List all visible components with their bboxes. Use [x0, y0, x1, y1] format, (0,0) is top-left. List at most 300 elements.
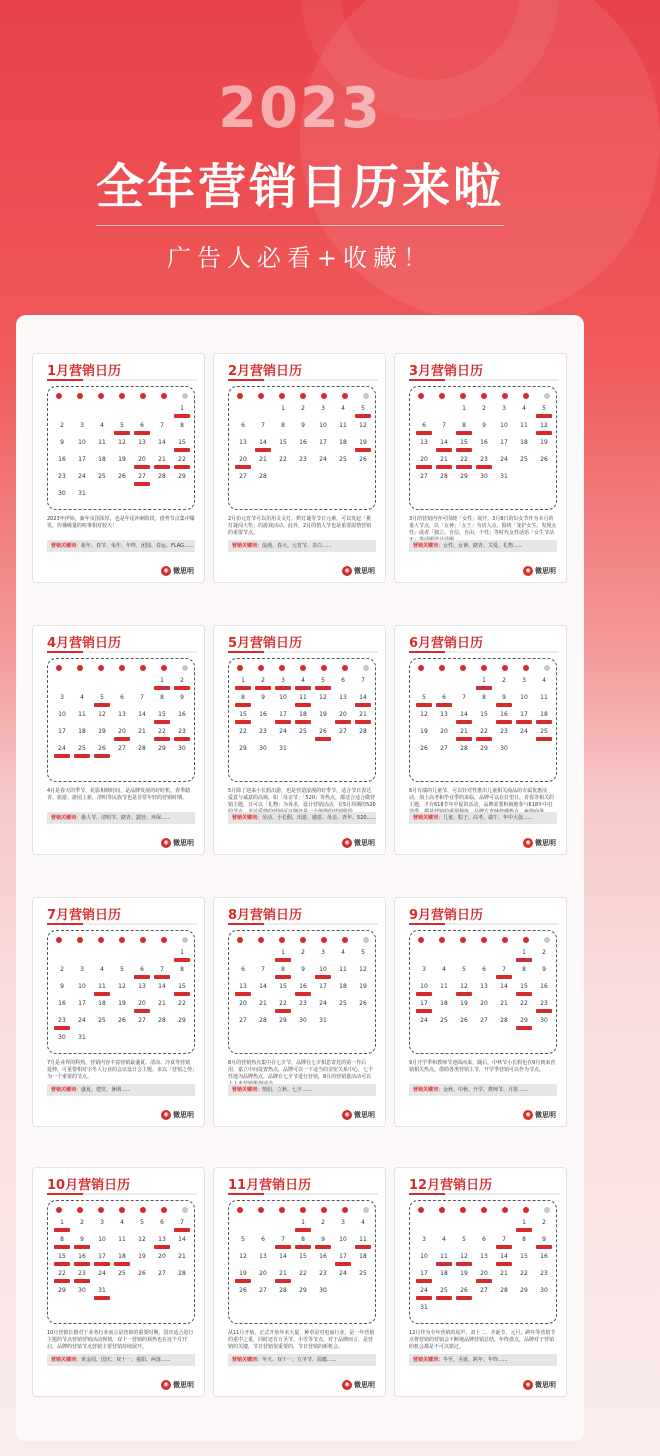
empty-day-cell — [233, 403, 253, 420]
weekday-dots — [237, 393, 369, 399]
day-cell — [313, 726, 333, 743]
day-number: 13 — [480, 983, 488, 990]
month-description: 9月开学季和教师节迎面而来，随后，中秋节小长假也在9月到来营销相关热点，借助各类营销主节，开学季营销可以作为节点。 — [409, 1060, 556, 1073]
day-number: 29 — [299, 1287, 307, 1294]
day-cell — [233, 437, 253, 454]
weekday-dot-icon — [481, 937, 487, 943]
weekday-dot-icon — [544, 393, 550, 399]
day-number: 12 — [359, 966, 367, 973]
day-number: 16 — [299, 439, 307, 446]
day-cell — [353, 709, 373, 726]
day-number: 13 — [420, 439, 428, 446]
day-number: 23 — [78, 1270, 86, 1277]
day-cell — [494, 743, 514, 760]
day-number: 15 — [58, 1253, 66, 1260]
keywords-bar — [47, 1084, 195, 1096]
day-cell — [112, 420, 132, 437]
day-number: 22 — [279, 1000, 287, 1007]
day-number: 19 — [540, 439, 548, 446]
day-number: 20 — [239, 1000, 247, 1007]
day-number: 9 — [60, 983, 64, 990]
day-number: 4 — [80, 694, 84, 701]
day-cell — [152, 675, 172, 692]
day-cell — [293, 1268, 313, 1285]
event-tag — [456, 448, 472, 452]
day-number: 14 — [359, 694, 367, 701]
day-number: 13 — [239, 439, 247, 446]
day-number: 28 — [138, 745, 146, 752]
day-cell — [92, 471, 112, 488]
keywords-value: 黄金周、国庆、双十一、重阳、两落...... — [81, 1357, 171, 1363]
brand-mark-icon: ◉ — [523, 1110, 533, 1120]
day-number: 16 — [178, 711, 186, 718]
day-cell — [72, 1285, 92, 1302]
day-cell — [353, 692, 373, 709]
day-number: 8 — [462, 422, 466, 429]
day-cell — [534, 437, 554, 454]
title-underline — [409, 923, 559, 925]
day-number: 5 — [361, 949, 365, 956]
weekday-dot-icon — [418, 393, 424, 399]
empty-day-cell — [434, 403, 454, 420]
weekday-dot-icon — [460, 1207, 466, 1213]
day-cell — [494, 998, 514, 1015]
day-cell — [434, 1015, 454, 1032]
empty-day-cell — [253, 403, 273, 420]
day-cell — [233, 1251, 253, 1268]
day-number: 25 — [440, 1287, 448, 1294]
day-number: 20 — [138, 456, 146, 463]
event-tag — [496, 720, 512, 724]
brand-mark-icon: ◉ — [342, 838, 352, 848]
weekday-dot-icon — [439, 393, 445, 399]
weekday-dot-icon — [56, 937, 62, 943]
day-cell — [514, 998, 534, 1015]
weekday-dot-icon — [342, 393, 348, 399]
day-number: 12 — [359, 422, 367, 429]
brand-mark-icon: ◉ — [161, 1380, 171, 1390]
day-cell — [233, 998, 253, 1015]
day-number: 18 — [440, 1270, 448, 1277]
day-cell — [172, 471, 192, 488]
day-cell — [534, 947, 554, 964]
month-title: 1月营销日历 — [47, 364, 122, 379]
weekday-dot-icon — [98, 937, 104, 943]
keywords-bar — [228, 540, 376, 552]
keywords-label: 营销关键词： — [51, 1087, 82, 1093]
day-number: 24 — [420, 1017, 428, 1024]
event-tag — [416, 703, 432, 707]
day-number: 24 — [98, 1270, 106, 1277]
day-number: 2 — [542, 1219, 546, 1226]
day-number: 27 — [239, 473, 247, 480]
brand-name: 微思明 — [535, 839, 556, 847]
day-cell — [92, 1285, 112, 1302]
event-tag — [94, 754, 110, 758]
brand-name: 微思明 — [535, 567, 556, 575]
day-number: 2 — [321, 1219, 325, 1226]
day-cell — [474, 1268, 494, 1285]
day-number: 16 — [58, 456, 66, 463]
day-cell — [514, 1234, 534, 1251]
day-cell — [514, 964, 534, 981]
day-cell — [253, 1251, 273, 1268]
day-number: 21 — [460, 728, 468, 735]
day-number: 3 — [522, 677, 526, 684]
event-tag — [295, 720, 311, 724]
day-number: 18 — [440, 1000, 448, 1007]
event-tag — [355, 414, 371, 418]
day-number: 14 — [158, 439, 166, 446]
day-number: 10 — [420, 1253, 428, 1260]
day-number: 21 — [158, 1000, 166, 1007]
day-cell — [112, 471, 132, 488]
keywords-label: 营销关键词： — [51, 543, 82, 549]
day-number: 11 — [98, 439, 106, 446]
day-number: 29 — [520, 1017, 528, 1024]
day-number: 7 — [462, 694, 466, 701]
day-number: 18 — [299, 711, 307, 718]
day-cell — [72, 726, 92, 743]
day-number: 29 — [178, 1017, 186, 1024]
day-number: 12 — [540, 422, 548, 429]
keywords-bar — [47, 1354, 195, 1366]
day-number: 16 — [540, 1253, 548, 1260]
day-cell — [434, 692, 454, 709]
day-number: 14 — [500, 1253, 508, 1260]
day-cell — [494, 454, 514, 471]
empty-day-cell — [112, 403, 132, 420]
brand-name: 微思明 — [535, 1111, 556, 1119]
day-cell — [474, 743, 494, 760]
day-number: 21 — [138, 728, 146, 735]
weekday-dots — [418, 1207, 550, 1213]
day-number: 20 — [239, 456, 247, 463]
day-cell — [333, 726, 353, 743]
event-tag — [174, 465, 190, 469]
day-cell — [474, 1285, 494, 1302]
day-cell — [52, 998, 72, 1015]
empty-day-cell — [253, 947, 273, 964]
day-number: 31 — [279, 745, 287, 752]
day-cell — [273, 726, 293, 743]
day-grid — [233, 675, 373, 779]
day-cell — [454, 1015, 474, 1032]
day-number: 10 — [520, 694, 528, 701]
day-cell — [333, 437, 353, 454]
day-number: 21 — [359, 711, 367, 718]
day-number: 20 — [480, 1270, 488, 1277]
weekday-dots — [237, 1207, 369, 1213]
weekday-dot-icon — [502, 937, 508, 943]
day-cell — [172, 692, 192, 709]
day-cell — [514, 1285, 534, 1302]
weekday-dot-icon — [460, 937, 466, 943]
day-cell — [293, 1234, 313, 1251]
day-cell — [454, 403, 474, 420]
day-cell — [514, 1015, 534, 1032]
day-number: 20 — [118, 728, 126, 735]
day-number: 9 — [542, 1236, 546, 1243]
day-number: 15 — [460, 439, 468, 446]
year-heading: 2023 — [218, 76, 382, 141]
event-tag — [54, 1026, 70, 1030]
day-cell — [52, 1234, 72, 1251]
day-number: 23 — [540, 1270, 548, 1277]
day-cell — [474, 709, 494, 726]
day-number: 27 — [480, 1287, 488, 1294]
weekday-dot-icon — [279, 1207, 285, 1213]
day-number: 18 — [118, 1253, 126, 1260]
day-number: 11 — [540, 694, 548, 701]
day-cell — [92, 981, 112, 998]
calendar-grid — [228, 658, 376, 782]
empty-day-cell — [494, 1217, 514, 1234]
day-number: 17 — [98, 1253, 106, 1260]
day-number: 29 — [279, 1017, 287, 1024]
day-cell — [152, 981, 172, 998]
weekday-dot-icon — [460, 393, 466, 399]
day-cell — [534, 998, 554, 1015]
day-cell — [534, 1217, 554, 1234]
event-tag — [134, 975, 150, 979]
day-number: 15 — [239, 711, 247, 718]
brand-name: 微思明 — [354, 839, 375, 847]
day-number: 5 — [462, 966, 466, 973]
day-cell — [313, 1015, 333, 1032]
day-number: 1 — [522, 1219, 526, 1226]
event-tag — [295, 992, 311, 996]
day-cell — [253, 420, 273, 437]
day-number: 20 — [440, 728, 448, 735]
day-cell — [474, 964, 494, 981]
day-cell — [514, 981, 534, 998]
day-number: 14 — [500, 983, 508, 990]
day-grid — [233, 947, 373, 1051]
day-cell — [474, 420, 494, 437]
empty-day-cell — [52, 403, 72, 420]
weekday-dot-icon — [460, 665, 466, 671]
day-cell — [253, 709, 273, 726]
day-number: 21 — [259, 456, 267, 463]
day-number: 22 — [178, 456, 186, 463]
day-number: 5 — [120, 966, 124, 973]
day-cell — [52, 471, 72, 488]
day-number: 18 — [78, 728, 86, 735]
event-tag — [94, 1262, 110, 1266]
keywords-bar — [228, 1354, 376, 1366]
day-number: 14 — [279, 1253, 287, 1260]
day-cell — [152, 1234, 172, 1251]
event-tag — [174, 992, 190, 996]
day-cell — [514, 692, 534, 709]
day-number: 9 — [542, 966, 546, 973]
day-number: 13 — [440, 711, 448, 718]
day-cell — [454, 420, 474, 437]
day-number: 4 — [301, 677, 305, 684]
day-cell — [132, 726, 152, 743]
event-tag — [74, 1279, 90, 1283]
day-number: 21 — [158, 456, 166, 463]
day-cell — [152, 1251, 172, 1268]
brand-mark-icon: ◉ — [523, 1380, 533, 1390]
event-tag — [235, 686, 251, 690]
empty-day-cell — [273, 1217, 293, 1234]
day-cell — [434, 964, 454, 981]
day-cell — [132, 692, 152, 709]
day-cell — [313, 1217, 333, 1234]
day-cell — [313, 947, 333, 964]
day-number: 21 — [440, 456, 448, 463]
day-number: 27 — [118, 745, 126, 752]
weekday-dot-icon — [258, 1207, 264, 1213]
day-number: 6 — [341, 677, 345, 684]
day-cell — [514, 947, 534, 964]
event-tag — [114, 1262, 130, 1266]
day-cell — [52, 454, 72, 471]
event-tag — [174, 1228, 190, 1232]
weekday-dot-icon — [439, 937, 445, 943]
event-tag — [456, 1262, 472, 1266]
day-cell — [253, 1015, 273, 1032]
day-number: 13 — [339, 694, 347, 701]
day-cell — [132, 437, 152, 454]
day-cell — [454, 964, 474, 981]
day-number: 19 — [319, 711, 327, 718]
day-grid — [414, 403, 554, 507]
day-number: 20 — [158, 1253, 166, 1260]
event-tag — [275, 1245, 291, 1249]
event-tag — [174, 737, 190, 741]
day-cell — [253, 692, 273, 709]
event-tag — [275, 1009, 291, 1013]
day-number: 10 — [78, 439, 86, 446]
day-number: 16 — [78, 1253, 86, 1260]
month-description: 12月作为全年营销的尾声、双十二、圣诞节，元旦，跨年等营销节点将营销的营销会不断地品牌营销总结，年终盘点，品牌对于营销的机会都是不可以错过。 — [409, 1330, 556, 1350]
day-cell — [454, 692, 474, 709]
event-tag — [295, 686, 311, 690]
keywords-value: 盛夏、建党、暑期...... — [81, 1087, 131, 1093]
day-number: 17 — [420, 1270, 428, 1277]
brand-name: 微思明 — [173, 839, 194, 847]
day-cell — [112, 981, 132, 998]
day-cell — [514, 403, 534, 420]
day-number: 2 — [60, 422, 64, 429]
day-cell — [534, 964, 554, 981]
day-number: 10 — [78, 983, 86, 990]
day-number: 30 — [259, 745, 267, 752]
event-tag — [74, 1245, 90, 1249]
brand-mark-icon: ◉ — [161, 566, 171, 576]
day-number: 26 — [118, 1017, 126, 1024]
day-cell — [434, 454, 454, 471]
day-number: 20 — [259, 1270, 267, 1277]
day-cell — [474, 998, 494, 1015]
day-cell — [454, 726, 474, 743]
weekday-dots — [56, 937, 188, 943]
day-number: 19 — [460, 1270, 468, 1277]
day-number: 19 — [359, 983, 367, 990]
day-cell — [273, 454, 293, 471]
empty-day-cell — [72, 675, 92, 692]
month-card — [394, 353, 567, 583]
weekday-dot-icon — [342, 665, 348, 671]
weekday-dot-icon — [98, 393, 104, 399]
brand-mark-icon: ◉ — [342, 1380, 352, 1390]
day-number: 29 — [239, 745, 247, 752]
day-cell — [172, 709, 192, 726]
month-card — [32, 1167, 205, 1397]
month-card — [213, 897, 386, 1127]
day-cell — [293, 709, 313, 726]
day-number: 12 — [118, 983, 126, 990]
empty-day-cell — [52, 947, 72, 964]
day-number: 12 — [319, 694, 327, 701]
empty-day-cell — [72, 403, 92, 420]
day-number: 19 — [98, 728, 106, 735]
day-cell — [293, 1251, 313, 1268]
event-tag — [114, 737, 130, 741]
day-number: 17 — [500, 439, 508, 446]
brand-logo — [161, 566, 194, 576]
empty-day-cell — [474, 947, 494, 964]
day-cell — [293, 998, 313, 1015]
day-cell — [72, 1032, 92, 1049]
empty-day-cell — [112, 675, 132, 692]
day-cell — [494, 403, 514, 420]
weekday-dot-icon — [140, 665, 146, 671]
day-cell — [273, 743, 293, 760]
day-cell — [514, 1251, 534, 1268]
keywords-label: 营销关键词： — [413, 815, 444, 821]
day-number: 25 — [540, 728, 548, 735]
day-cell — [72, 1251, 92, 1268]
weekday-dot-icon — [119, 665, 125, 671]
brand-logo — [523, 838, 556, 848]
day-cell — [112, 1251, 132, 1268]
day-cell — [414, 692, 434, 709]
day-number: 1 — [462, 405, 466, 412]
empty-day-cell — [132, 947, 152, 964]
day-cell — [414, 1251, 434, 1268]
keywords-label: 营销关键词： — [232, 543, 263, 549]
day-number: 23 — [319, 1270, 327, 1277]
day-grid — [52, 403, 192, 507]
day-number: 10 — [98, 1236, 106, 1243]
event-tag — [295, 1228, 311, 1232]
day-cell — [474, 675, 494, 692]
day-cell — [494, 981, 514, 998]
keywords-value: 冬至、圣诞、跨年、年终...... — [443, 1357, 508, 1363]
day-number: 8 — [60, 1236, 64, 1243]
weekday-dot-icon — [182, 665, 188, 671]
day-cell — [172, 947, 192, 964]
weekday-dot-icon — [544, 937, 550, 943]
keywords-label: 营销关键词： — [232, 815, 263, 821]
day-number: 17 — [520, 711, 528, 718]
event-tag — [174, 686, 190, 690]
weekday-dot-icon — [523, 393, 529, 399]
month-card — [213, 1167, 386, 1397]
day-number: 8 — [180, 966, 184, 973]
day-number: 31 — [500, 473, 508, 480]
day-number: 24 — [319, 1000, 327, 1007]
calendar-grid — [228, 930, 376, 1054]
day-number: 25 — [98, 1017, 106, 1024]
day-number: 15 — [178, 983, 186, 990]
day-number: 26 — [319, 728, 327, 735]
day-cell — [494, 1015, 514, 1032]
